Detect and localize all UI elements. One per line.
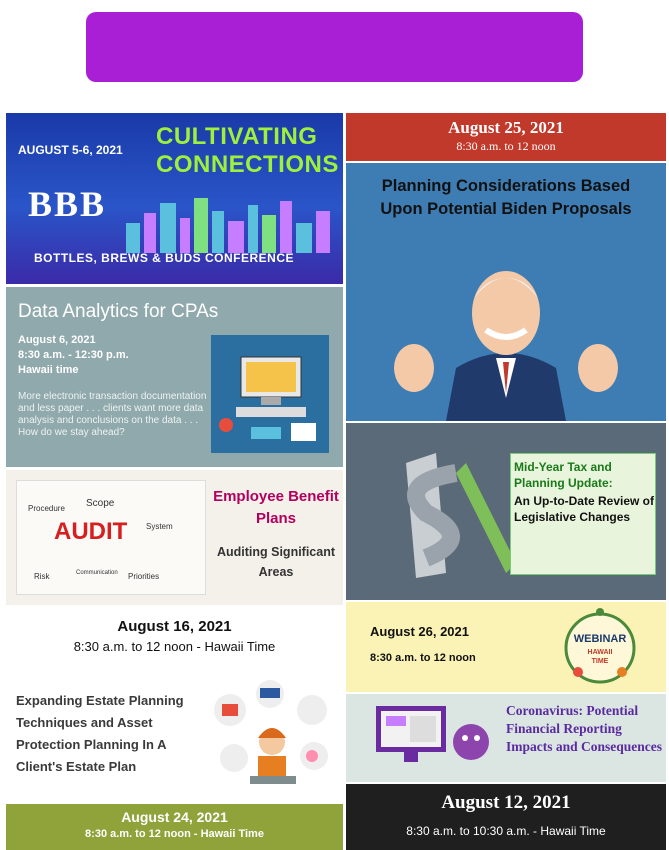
bbb-date: AUGUST 5-6, 2021 — [18, 143, 123, 157]
aug26-event[interactable] — [346, 602, 666, 692]
audit-label-priorities: Priorities — [128, 572, 160, 581]
estate-planning-title[interactable]: Expanding Estate Planning Techniques and Asset Protection Planning In A Client's Estate Plan — [16, 693, 184, 774]
aug25-event-header[interactable] — [346, 113, 666, 161]
data-analytics-date: August 6, 2021 — [18, 334, 96, 346]
biden-proposals-title: Planning Considerations Based Upon Potential Biden Proposals — [380, 177, 632, 218]
aug24-event-footer[interactable] — [6, 804, 343, 850]
mid-year-body: An Up-to-Date Review of Legislative Changes — [514, 494, 655, 524]
aug12-event-footer[interactable] — [346, 784, 666, 850]
data-analytics-description: More electronic transaction documentation and less paper . . . clients want more data analysis and conclusions on the data . . . How do we stay ahead? — [18, 391, 207, 438]
audit-label-system: System — [146, 522, 173, 531]
audit-label-scope: Scope — [86, 498, 115, 509]
aug16-event[interactable] — [6, 618, 343, 654]
aug16-date: August 16, 2021 — [117, 618, 232, 635]
data-analytics-title: Data Analytics for CPAs — [18, 301, 219, 322]
aug26-time: 8:30 a.m. to 12 noon — [370, 652, 476, 664]
aug12-date: August 12, 2021 — [441, 792, 571, 813]
aug24-time: 8:30 a.m. to 12 noon - Hawaii Time — [85, 828, 264, 840]
data-analytics-time: 8:30 a.m. - 12:30 p.m. — [18, 349, 129, 361]
coronavirus-card[interactable] — [346, 694, 666, 782]
badge-text-webinar: WEBINAR — [573, 633, 627, 645]
bbb-title-line1: CULTIVATING — [156, 123, 318, 150]
virus-dashboard-illustration — [376, 702, 501, 774]
data-analytics-card[interactable] — [6, 287, 343, 467]
person-thinking-illustration — [210, 680, 335, 792]
biden-proposals-card[interactable] — [346, 163, 666, 421]
webinar-badge-icon — [558, 604, 642, 688]
aug25-time: 8:30 a.m. to 12 noon — [456, 139, 556, 153]
bbb-logo: BBB — [28, 184, 107, 224]
audit-label-communication: Communication — [76, 570, 118, 576]
aug26-date: August 26, 2021 — [370, 624, 469, 639]
aug16-time: 8:30 a.m. to 12 noon - Hawaii Time — [73, 639, 276, 654]
audit-label-risk: Risk — [34, 572, 50, 581]
employee-benefit-title: Employee Benefit Plans — [213, 488, 339, 527]
badge-text-time: TIME — [591, 658, 609, 665]
employee-benefit-plans-card[interactable] — [6, 470, 343, 605]
aug12-time: 8:30 a.m. to 10:30 a.m. - Hawaii Time — [406, 824, 606, 838]
caricature-illustration — [386, 258, 626, 421]
bbb-title-line2: CONNECTIONS — [156, 151, 339, 178]
computer-desk-illustration — [211, 335, 329, 453]
bbb-subtitle: BOTTLES, BREWS & BUDS CONFERENCE — [34, 251, 295, 265]
audit-label-procedure: Procedure — [28, 504, 65, 513]
aug24-date: August 24, 2021 — [121, 809, 228, 825]
city-skyline-graphic — [126, 193, 336, 253]
data-analytics-schedule — [18, 333, 129, 378]
employee-benefit-subtitle: Auditing Significant Areas — [216, 545, 336, 579]
data-analytics-zone: Hawaii time — [18, 364, 79, 376]
bbb-conference-card[interactable] — [6, 113, 343, 284]
audit-word: AUDIT — [54, 518, 128, 545]
aug25-date: August 25, 2021 — [448, 118, 564, 137]
mid-year-heading: Mid-Year Tax and Planning Update: — [514, 460, 613, 490]
mid-year-tax-card[interactable] — [346, 423, 666, 600]
header-banner — [86, 12, 583, 82]
coronavirus-title: Coronavirus: Potential Financial Reporting Impacts and Consequences — [506, 703, 663, 754]
dollar-sign-icon — [366, 443, 516, 583]
badge-text-hawaii: HAWAII — [587, 649, 613, 656]
